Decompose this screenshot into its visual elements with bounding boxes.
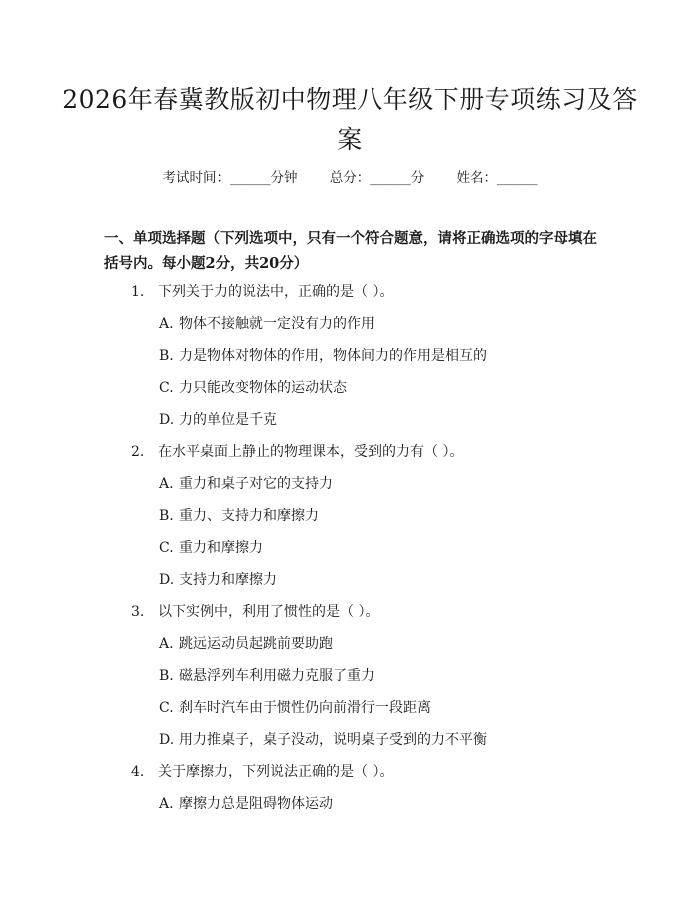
question-text: 下列关于力的说法中，正确的是（ ）。 [158, 284, 394, 300]
option-text: 物体不接触就一定没有力的作用 [179, 316, 375, 332]
option-letter: D. [159, 732, 175, 748]
question-2 [131, 442, 463, 462]
student-name-label: 姓名： [456, 170, 498, 186]
option-text: 支持力和摩擦力 [179, 572, 277, 588]
student-name-blank: ______ [497, 170, 538, 186]
question-text: 以下实例中，利用了惯性的是（ ）。 [158, 604, 380, 620]
total-score-blank: ______ [370, 170, 411, 186]
option-item [159, 314, 375, 334]
option-text: 力的单位是千克 [179, 412, 277, 428]
option-letter: D. [159, 412, 175, 428]
total-score-unit: 分 [410, 170, 425, 186]
option-item [159, 698, 431, 718]
exam-time-field [162, 168, 297, 188]
question-number: 3. [131, 604, 145, 620]
question-number: 2. [131, 444, 145, 460]
question-number: 1. [131, 284, 145, 300]
option-item [159, 794, 333, 814]
exam-time-blank: ______ [229, 170, 271, 186]
option-letter: A. [159, 476, 174, 492]
exam-time-label: 考试时间： [162, 170, 230, 186]
option-text: 重力、支持力和摩擦力 [179, 508, 319, 524]
exam-time-unit: 分钟 [270, 170, 298, 186]
exam-info-line [0, 168, 700, 188]
option-item [159, 378, 347, 398]
total-score-label: 总分： [329, 170, 371, 186]
option-letter: B. [159, 348, 174, 364]
option-text: 跳远运动员起跳前要助跑 [179, 636, 333, 652]
option-text: 摩擦力总是阻碍物体运动 [179, 796, 333, 812]
option-letter: C. [159, 380, 174, 396]
option-letter: C. [159, 540, 174, 556]
option-text: 重力和桌子对它的支持力 [179, 476, 333, 492]
option-item [159, 538, 263, 558]
option-item [159, 730, 487, 750]
option-item [159, 506, 319, 526]
option-text: 磁悬浮列车利用磁力克服了重力 [179, 668, 375, 684]
option-letter: A. [159, 636, 174, 652]
option-item [159, 666, 375, 686]
option-text: 力是物体对物体的作用，物体间力的作用是相互的 [179, 348, 487, 364]
question-number: 4. [131, 764, 145, 780]
question-1 [131, 282, 393, 302]
option-letter: D. [159, 572, 175, 588]
option-item [159, 474, 333, 494]
option-item [159, 346, 487, 366]
option-text: 力只能改变物体的运动状态 [179, 380, 347, 396]
option-text: 重力和摩擦力 [179, 540, 263, 556]
total-score-field [330, 168, 425, 188]
question-text: 在水平桌面上静止的物理课本，受到的力有（ ）。 [158, 444, 464, 460]
option-letter: A. [159, 796, 174, 812]
question-text: 关于摩擦力，下列说法正确的是（ ）。 [158, 764, 394, 780]
option-letter: A. [159, 316, 174, 332]
option-item [159, 634, 333, 654]
option-item [159, 570, 277, 590]
document-title: 2026年春冀教版初中物理八年级下册专项练习及答案 [62, 85, 638, 154]
option-letter: C. [159, 700, 174, 716]
option-text: 刹车时汽车由于惯性仍向前滑行一段距离 [179, 700, 431, 716]
option-letter: B. [159, 668, 174, 684]
option-item [159, 410, 277, 430]
option-text: 用力推桌子，桌子没动，说明桌子受到的力不平衡 [179, 732, 487, 748]
question-3 [131, 602, 379, 622]
student-name-field [457, 168, 538, 188]
option-letter: B. [159, 508, 174, 524]
section-heading: 一、单项选择题（下列选项中，只有一个符合题意，请将正确选项的字母填在括号内。每小题2分，共20分） [104, 230, 597, 272]
question-4 [131, 762, 393, 782]
